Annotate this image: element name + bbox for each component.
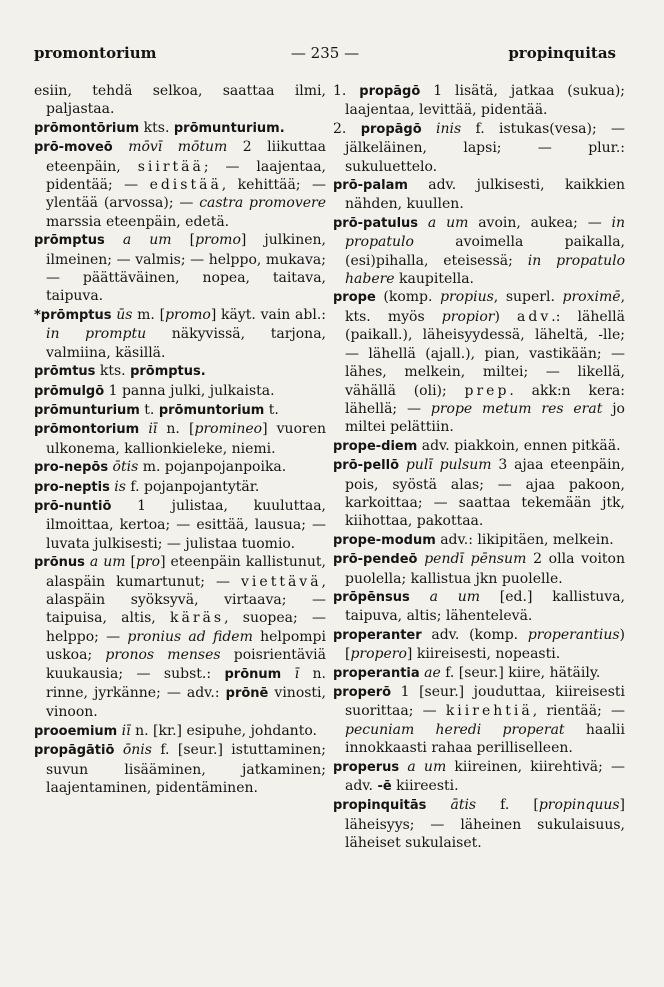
headword: prooemium: [34, 723, 118, 739]
entry-text: [139, 421, 148, 437]
entry-text: , kts. myös: [345, 289, 626, 325]
entry-text: ) [: [345, 626, 625, 663]
headword: prōmontorium: [34, 422, 140, 438]
entry-text: [418, 215, 428, 231]
dictionary-entry: [34, 306, 326, 362]
italic-text: castra promovere: [199, 195, 326, 212]
entry-text: 2 liikuttaa eteenpäin,: [46, 139, 326, 175]
italic-text: iī: [121, 722, 131, 739]
italic-text: ī: [294, 665, 300, 682]
italic-text: a um: [89, 554, 126, 571]
header-left-guideword: promontorium: [34, 44, 157, 62]
headword: properantia: [333, 665, 420, 681]
entry-text: 2.: [333, 120, 361, 137]
headword: properō: [333, 685, 392, 700]
spaced-text: siirtää: [137, 158, 204, 175]
italic-text: promo: [195, 232, 241, 249]
entry-text: marssia eteenpäin, edetä.: [46, 213, 230, 230]
entry-text: t.: [264, 401, 279, 418]
headword: propāgātiō: [34, 743, 115, 759]
dictionary-entry: [333, 120, 625, 176]
headword: prō-pendeō: [333, 552, 418, 568]
dictionary-entry: [333, 176, 625, 214]
italic-text: ūs: [116, 306, 133, 323]
entry-text: adv. julkisesti, kaikkien nähden, kuullen.: [345, 177, 625, 213]
italic-text: pronius ad fidem: [127, 628, 253, 645]
entry-text: [113, 139, 128, 155]
dictionary-entry: [34, 382, 326, 401]
entry-text: , rientää; —: [532, 703, 625, 720]
entry-text: [422, 121, 436, 137]
entry-text: f. [seur.] istuttaminen; suvun lisääminen, jatkaminen; laajentaminen, pidentäminen.: [46, 742, 326, 797]
entry-text: kaupitella.: [394, 271, 474, 288]
headword: prope: [333, 290, 376, 306]
italic-text: pecuniam heredi properat: [345, 721, 565, 738]
entry-text: .: lähellä (paikall.), läheisyydessä, läheltä, -lle; — lähellä (ajall.), pian, vastikään; — lähes, melkein, miltei; — likellä, vähällä (oli);: [345, 308, 625, 399]
entry-text: helpompi uskoa;: [46, 628, 326, 664]
dictionary-entry: [34, 420, 326, 458]
headword: prō-nuntiō: [34, 498, 112, 514]
italic-text: ae: [424, 664, 441, 681]
page-number: — 235 —: [290, 44, 360, 62]
italic-text: promo: [165, 306, 211, 323]
italic-text: pro: [135, 554, 161, 571]
entry-text: 1 julistaa, kuuluttaa, ilmoittaa, kertoa; — esittää, lausua; — luvata julkisesti; — julistaa tuomio.: [46, 497, 326, 552]
dictionary-entry: [34, 553, 326, 722]
entry-text: esiin, tehdä selkoa, saattaa ilmi, paljastaa.: [34, 83, 326, 118]
spaced-text: prep: [464, 382, 510, 399]
dictionary-entry: [333, 288, 625, 436]
italic-text: ōtis: [112, 459, 139, 476]
dictionary-entry: [34, 722, 326, 741]
italic-text: is: [114, 478, 126, 495]
spaced-text: viettävä: [241, 573, 322, 590]
headword: prope-diem: [333, 438, 418, 454]
entry-text: kiireesti.: [391, 778, 459, 795]
entry-text: avoimella paikalla, (esi)pihalla, eteisessä;: [345, 234, 625, 269]
entry-text: n. [kr.] esipuhe, johdanto.: [130, 722, 317, 739]
dictionary-entry: [333, 588, 625, 626]
entry-text: f. [: [476, 797, 539, 814]
entry-text: jo miltei pelättiin.: [345, 400, 625, 436]
headword: properanter: [333, 627, 422, 643]
entry-text: t.: [139, 401, 159, 418]
italic-text: in propatulo habere: [345, 252, 626, 288]
headword: -ē: [377, 779, 392, 795]
entry-text: n. rinne, jyrkänne; — adv.:: [46, 665, 326, 701]
dictionary-entry: [333, 456, 625, 531]
entry-text: [ed.] kallistuva, taipuva, altis; lähentelevä.: [345, 588, 625, 625]
italic-text: iī: [148, 421, 158, 438]
entry-text: [105, 232, 123, 248]
headword: prōpēnsus: [333, 589, 410, 605]
entry-text: (komp.: [375, 289, 441, 306]
headword: prōmuntorium: [158, 402, 265, 418]
entry-text: 1.: [333, 83, 360, 99]
headword: prōmunturium.: [173, 120, 285, 136]
dictionary-entry: [333, 796, 625, 852]
header-right-guideword: propinquitas: [508, 44, 616, 62]
spaced-text: käräs: [170, 610, 225, 627]
entry-text: kts.: [95, 363, 131, 380]
entry-text: 2 olla voiton puolella; kallistua jkn puolelle.: [345, 551, 626, 587]
italic-text: a um: [429, 588, 480, 605]
entry-text: f. pojanpojantytär.: [125, 478, 260, 495]
entry-text: n. [: [157, 421, 195, 438]
entry-text: ] kiireisesti, nopeasti.: [406, 646, 561, 663]
entry-text: kiireinen, kiirehtivä; — adv.: [345, 758, 625, 795]
entry-text: f. [seur.] kiire, hätäily.: [440, 664, 601, 681]
dictionary-entry: [333, 214, 625, 289]
entry-text: 3 ajaa eteenpäin, pois, syöstä alas; — ajaa pakoon, karkoittaa; — saattaa tekemään jtk, kiihottaa, pakottaa.: [345, 457, 626, 530]
entry-text: , suopea; — helppo; —: [46, 610, 326, 645]
italic-text: in propatulo: [345, 214, 626, 251]
italic-text: a um: [407, 758, 447, 775]
italic-text: inis: [436, 120, 462, 137]
dictionary-entry: [34, 362, 326, 381]
italic-text: a um: [122, 232, 172, 249]
entry-text: ; — laajentaa, pidentää; —: [46, 158, 327, 194]
dictionary-entry: [34, 119, 326, 138]
entry-text: 1 panna julki, julkaista.: [104, 382, 275, 399]
headword: pro-neptis: [34, 479, 110, 495]
dictionary-entry: [333, 437, 625, 456]
entry-text: poisrientäviä kuukausia; — subst.:: [46, 647, 326, 682]
headword: prō-moveō: [34, 140, 113, 156]
entry-text: adv. piakkoin, ennen pitkää.: [417, 437, 621, 454]
entry-text: adv. (komp.: [421, 626, 528, 643]
spaced-text: adv: [517, 308, 552, 325]
italic-text: prope metum res erat: [430, 400, 603, 417]
entry-text: . akk:n kera: lähellä; —: [345, 382, 625, 417]
entry-text: adv.: likipitäen, melkein.: [435, 531, 614, 548]
headword: pro-nepōs: [34, 460, 109, 476]
headword: prōmulgō: [34, 383, 105, 399]
entry-text: [114, 742, 122, 758]
entry-text: kts.: [139, 119, 174, 136]
dictionary-entry: [34, 741, 326, 797]
entry-text: [410, 589, 430, 605]
dictionary-entry: [333, 550, 625, 588]
entry-text: haalii innokkaasti rahaa perilliselleen.: [345, 721, 625, 757]
headword: propāgō: [360, 121, 422, 137]
entry-text: 1 lisätä, jatkaa (sukua); laajentaa, levittää, pidentää.: [345, 83, 625, 119]
dictionary-entry: [34, 497, 326, 553]
entry-text: , alaspäin syöksyvä, virtaava; — taipuisa, altis,: [46, 573, 326, 627]
italic-text: proximē: [562, 289, 621, 306]
entry-text: ] käyt. vain abl.:: [210, 306, 326, 323]
entry-text: m. [: [132, 306, 166, 323]
entry-text: vinosti, vinoon.: [46, 685, 326, 721]
spaced-text: edistää: [149, 177, 222, 194]
entry-text: ] vuoren ulkonema, kallionkieleke, niemi.: [46, 421, 326, 457]
dictionary-entry: [34, 401, 326, 420]
dictionary-entry: [34, 82, 326, 119]
italic-text: ōnis: [122, 742, 152, 759]
entry-text: ] läheisyys; — läheinen sukulaisuus, läheiset sukulaiset.: [345, 797, 626, 852]
dictionary-entry: [34, 478, 326, 497]
italic-text: mōvī mōtum: [128, 139, 228, 156]
dictionary-entry: [333, 664, 625, 683]
italic-text: promineo: [194, 421, 263, 438]
italic-text: properantius: [527, 626, 620, 643]
italic-text: a um: [427, 214, 469, 231]
headword: prōmtus: [34, 364, 96, 380]
headword: prōnē: [225, 686, 269, 701]
entry-text: m. pojanpojanpoika.: [138, 459, 287, 476]
headword: properus: [333, 759, 400, 775]
headword: prōmptus.: [130, 364, 206, 380]
page-header: [34, 44, 616, 66]
spaced-text: kiirehtiä: [445, 703, 533, 720]
headword: prōnum: [224, 666, 282, 682]
left-column: [34, 82, 326, 797]
entry-text: [: [171, 232, 196, 249]
headword: prōmontōrium: [34, 120, 140, 136]
entry-text: [399, 457, 406, 473]
entry-text: avoin, aukea; —: [468, 214, 612, 231]
italic-text: pendī pēnsum: [424, 551, 527, 568]
headword: *prōmptus: [34, 307, 112, 323]
italic-text: propior: [441, 308, 495, 325]
headword: prō-patulus: [333, 215, 419, 231]
entry-text: [281, 666, 294, 682]
entry-text: ] eteenpäin kallistunut, alaspäin kumartunut; —: [46, 554, 326, 590]
italic-text: pronos menses: [105, 647, 221, 664]
dictionary-entry: [333, 683, 625, 758]
headword: prōmptus: [34, 233, 105, 249]
entry-text: , kehittää; — ylentää (arvossa); —: [46, 177, 326, 212]
dictionary-entry: [333, 626, 625, 664]
headword: prō-palam: [333, 178, 408, 194]
headword: prō-pellō: [333, 458, 400, 474]
entry-text: ] julkinen, ilmeinen; — valmis; — helppo, mukava; — päättäväinen, nopea, taitava, taipuva.: [46, 232, 326, 305]
dictionary-entry: [34, 458, 326, 477]
headword: propāgō: [359, 84, 421, 99]
italic-text: ātis: [450, 797, 477, 814]
entry-text: [: [125, 554, 136, 571]
italic-text: in promptu: [46, 326, 147, 343]
entry-text: [426, 797, 450, 813]
dictionary-entry: [333, 82, 625, 120]
headword: propinquitās: [333, 798, 427, 814]
entry-text: , superl.: [493, 289, 563, 306]
dictionary-entry: [333, 758, 625, 797]
entry-text: f. istukas(vesa); — jälkeläinen, lapsi; — plur.: sukuluettelo.: [345, 120, 626, 175]
italic-text: propinquus: [538, 797, 620, 814]
dictionary-entry: [34, 231, 326, 306]
headword: prope-modum: [333, 532, 436, 548]
headword: prōmunturium: [34, 402, 140, 418]
italic-text: propero: [350, 646, 407, 663]
entry-text: 1 [seur.] jouduttaa, kiireisesti suorittaa; —: [345, 684, 625, 720]
headword: prōnus: [34, 555, 85, 571]
dictionary-entry: [34, 138, 326, 231]
right-column: [333, 82, 625, 853]
italic-text: pulī pulsum: [405, 457, 492, 474]
dictionary-entry: [333, 531, 625, 550]
italic-text: propius: [440, 289, 494, 306]
entry-text: näkyvissä, tarjona, valmiina, käsillä.: [46, 326, 326, 361]
entry-text: ): [494, 308, 518, 325]
